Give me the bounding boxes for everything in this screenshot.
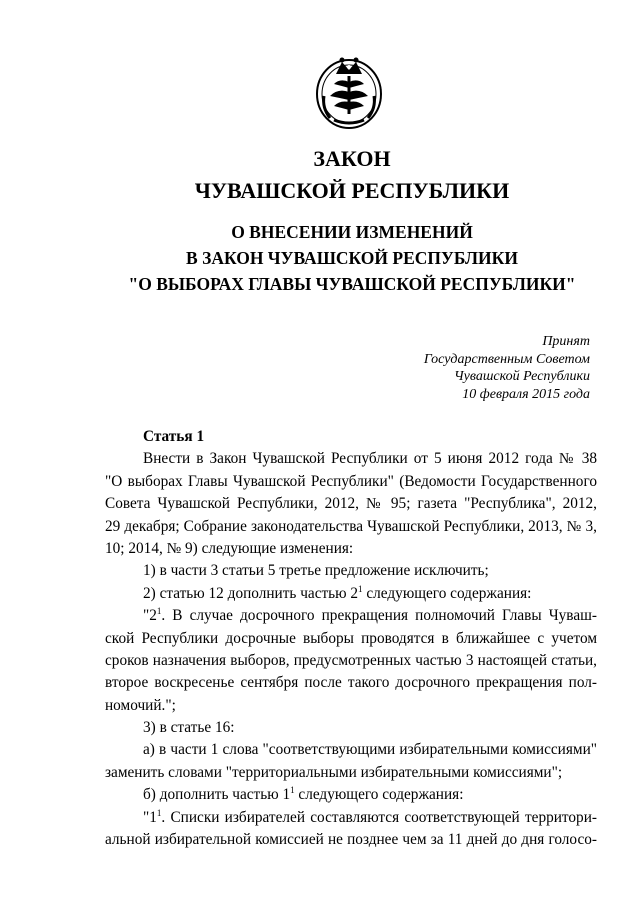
- list-item-text: б) дополнить частью 1: [143, 786, 291, 804]
- adoption-date: 10 февраля 2015 года: [462, 386, 590, 402]
- list-item: [105, 784, 597, 806]
- quote-text: . Списки избирателей составляются соответствующей территори-: [161, 808, 597, 826]
- list-item-text: следующего содержания:: [294, 786, 464, 804]
- quoted-line: [105, 605, 597, 627]
- adoption-line2: Государственным Советом: [423, 351, 590, 367]
- list-item-text: следующего содержания:: [362, 584, 532, 602]
- adoption-note: [424, 333, 590, 403]
- document-subtitle-line2: В ЗАКОН ЧУВАШСКОЙ РЕСПУБЛИКИ: [186, 248, 518, 268]
- adoption-line1: Принят: [542, 334, 590, 349]
- document-subtitle-line3: "О ВЫБОРАХ ГЛАВЫ ЧУВАШСКОЙ РЕСПУБЛИКИ": [128, 274, 576, 294]
- chuvash-coat-of-arms-icon: [312, 52, 386, 130]
- superscript: 1: [156, 606, 162, 617]
- quoted-line: ской Республики досрочные выборы проводятся в ближайшее с учетом: [105, 629, 597, 647]
- list-item: 1) в части 3 статьи 5 третье предложение исключить;: [143, 562, 489, 580]
- paragraph-line: 29 декабря; Собрание законодательства Чувашской Республики, 2013, № 3,: [105, 517, 597, 535]
- document-title-line2: ЧУВАШСКОЙ РЕСПУБЛИКИ: [194, 178, 510, 203]
- paragraph-line: Совета Чувашской Республики, 2012, № 95; газета "Республика", 2012,: [105, 495, 597, 513]
- paragraph-line: Внести в Закон Чувашской Республики от 5 июня 2012 года № 38: [143, 450, 597, 468]
- quote-text: . В случае досрочного прекращения полномочий Главы Чуваш-: [161, 607, 597, 625]
- quote-text: "2: [143, 607, 157, 625]
- quoted-line: сроков назначения выборов, предусмотренных частью 3 настоящей статьи,: [105, 651, 597, 669]
- superscript: 1: [156, 807, 162, 818]
- list-item: а) в части 1 слова "соответствующими избирательными комиссиями": [143, 741, 597, 759]
- list-item-text: 2) статью 12 дополнить частью 2: [143, 584, 359, 602]
- list-item: 3) в статье 16:: [143, 719, 235, 737]
- quoted-line: [105, 807, 597, 829]
- list-item: [105, 583, 597, 605]
- paragraph-line: "О выборах Главы Чувашской Республики" (Ведомости Государственного: [105, 472, 597, 490]
- paragraph-line: 10; 2014, № 9) следующие изменения:: [105, 539, 354, 557]
- document-title-line1: ЗАКОН: [313, 146, 391, 171]
- quoted-line: номочий.";: [105, 696, 176, 714]
- article-body: [105, 426, 597, 851]
- document-subtitle-line1: О ВНЕСЕНИИ ИЗМЕНЕНИЙ: [231, 222, 473, 242]
- quoted-line: второе воскресенье сентября после такого досрочного прекращения пол-: [105, 674, 597, 692]
- superscript: 1: [290, 785, 295, 796]
- adoption-line3: Чувашской Республики: [454, 369, 590, 384]
- quote-text: "1: [143, 808, 157, 826]
- superscript: 1: [358, 583, 363, 594]
- quoted-line: альной избирательной комиссией не позднее чем за 11 дней до дня голосо-: [105, 831, 597, 849]
- article-heading: Статья 1: [143, 428, 205, 445]
- list-item: заменить словами "территориальными избирательными комиссиями";: [105, 763, 563, 781]
